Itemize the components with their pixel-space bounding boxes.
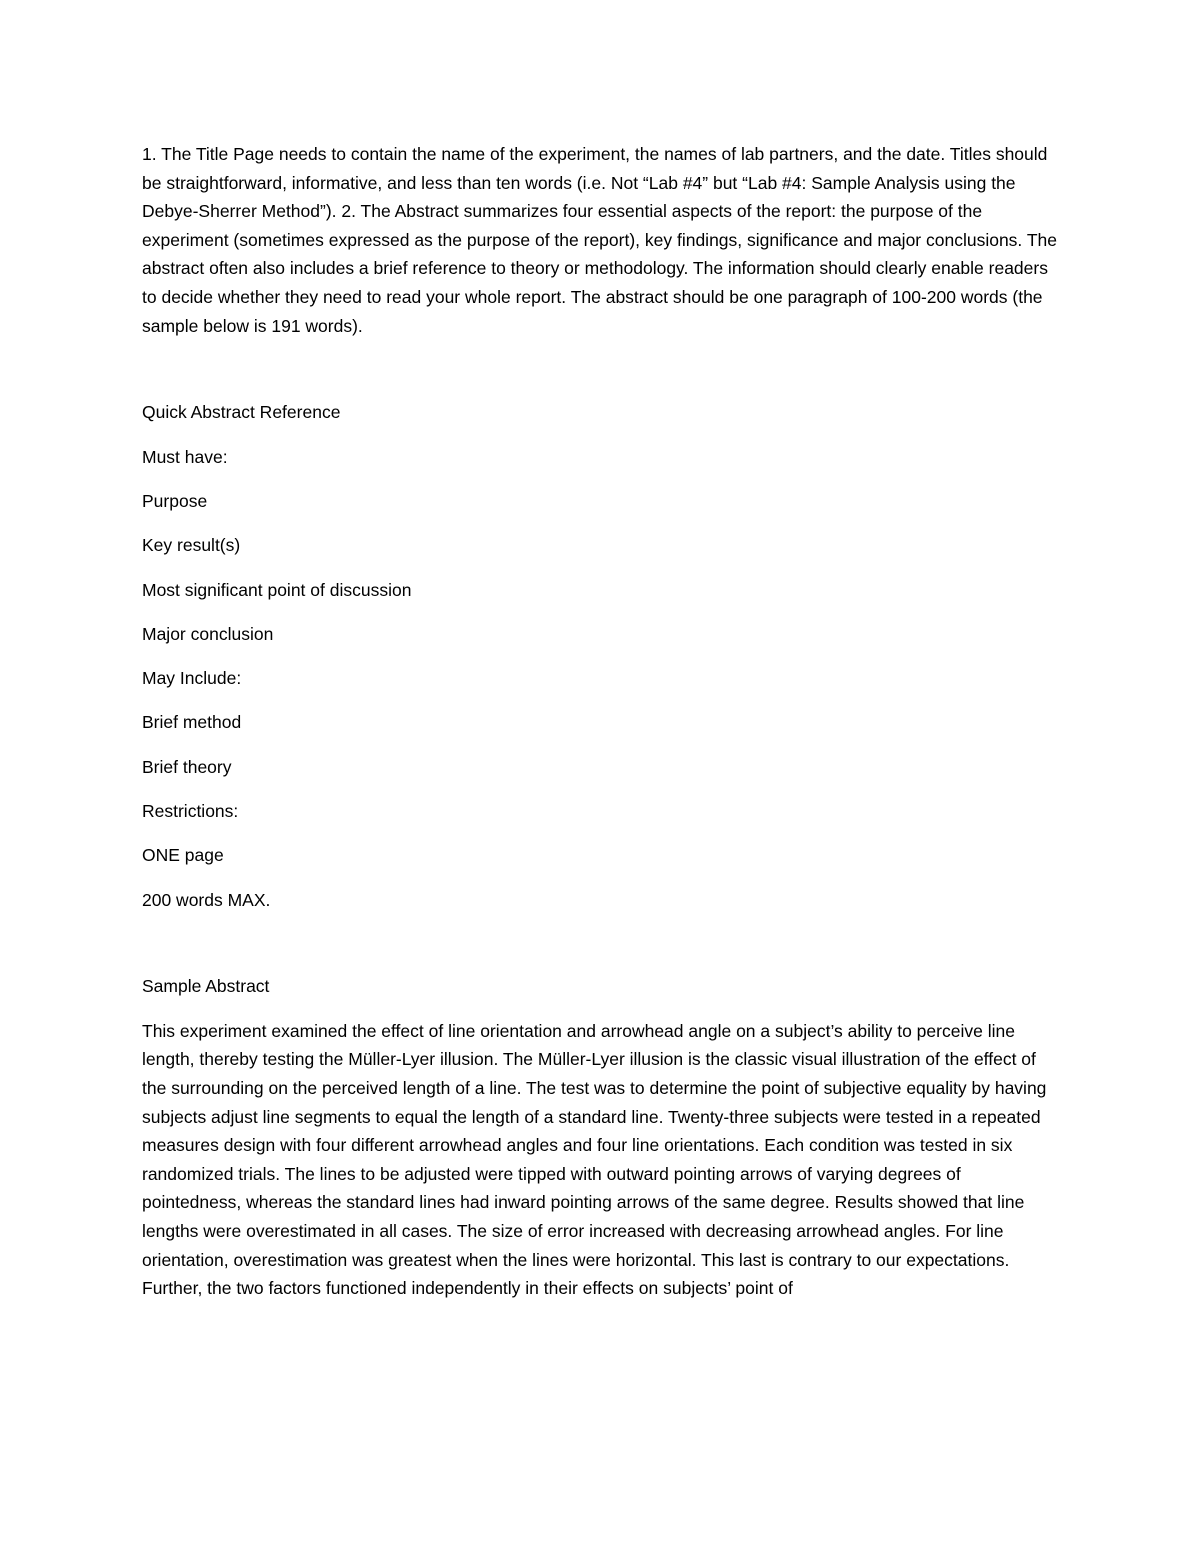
list-item: Restrictions: <box>142 801 239 821</box>
quick-reference-heading: Quick Abstract Reference <box>142 402 341 423</box>
intro-paragraph: 1. The Title Page needs to contain the name of the experiment, the names of lab partners, and the date. Titles should be straightforward, informative, and less than ten words (i.e. Not “Lab #4” but “Lab #4: Sample Analysis using the Debye-Sherrer Method”). 2. The Abstract summarizes four essential aspects of the report: the purpose of the experiment (sometimes expressed as the purpose of the report), key findings, significance and major conclusions. The abstract often also includes a brief reference to theory or methodology. The information should clearly enable readers to decide whether they need to read your whole report. The abstract should be one paragraph of 100-200 words (the sample below is 191 words). <box>142 144 1057 336</box>
list-item: Brief theory <box>142 756 232 777</box>
list-item: Purpose <box>142 491 208 512</box>
list-item: Most significant point of discussion <box>142 579 412 600</box>
quick-reference-list <box>142 443 1062 914</box>
list-item: Major conclusion <box>142 623 274 644</box>
list-item: 200 words MAX. <box>142 889 271 910</box>
sample-abstract-heading: Sample Abstract <box>142 976 270 997</box>
list-item: Brief method <box>142 712 242 733</box>
sample-abstract-body: This experiment examined the effect of line orientation and arrowhead angle on a subject’s ability to perceive line length, thereby testing the Müller-Lyer illusion. The Müller-Lyer illusion is the classic visual illustration of the effect of the surrounding on the perceived length of a line. The test was to determine the point of subjective equality by having subjects adjust line segments to equal the length of a standard line. Twenty-three subjects were tested in a repeated measures design with four different arrowhead angles and four line orientations. Each condition was tested in six randomized trials. The lines to be adjusted were tipped with outward pointing arrows of varying degrees of pointedness, whereas the standard lines had inward pointing arrows of the same degree. Results showed that line lengths were overestimated in all cases. The size of error increased with decreasing arrowhead angles. For line orientation, overestimation was greatest when the lines were horizontal. This last is contrary to our expectations. Further, the two factors functioned independently in their effects on subjects’ point of <box>142 1020 1047 1299</box>
list-item: ONE page <box>142 845 224 866</box>
list-item: Must have: <box>142 446 228 467</box>
list-item: May Include: <box>142 668 242 689</box>
list-item: Key result(s) <box>142 535 241 556</box>
document-page <box>142 140 1062 1303</box>
